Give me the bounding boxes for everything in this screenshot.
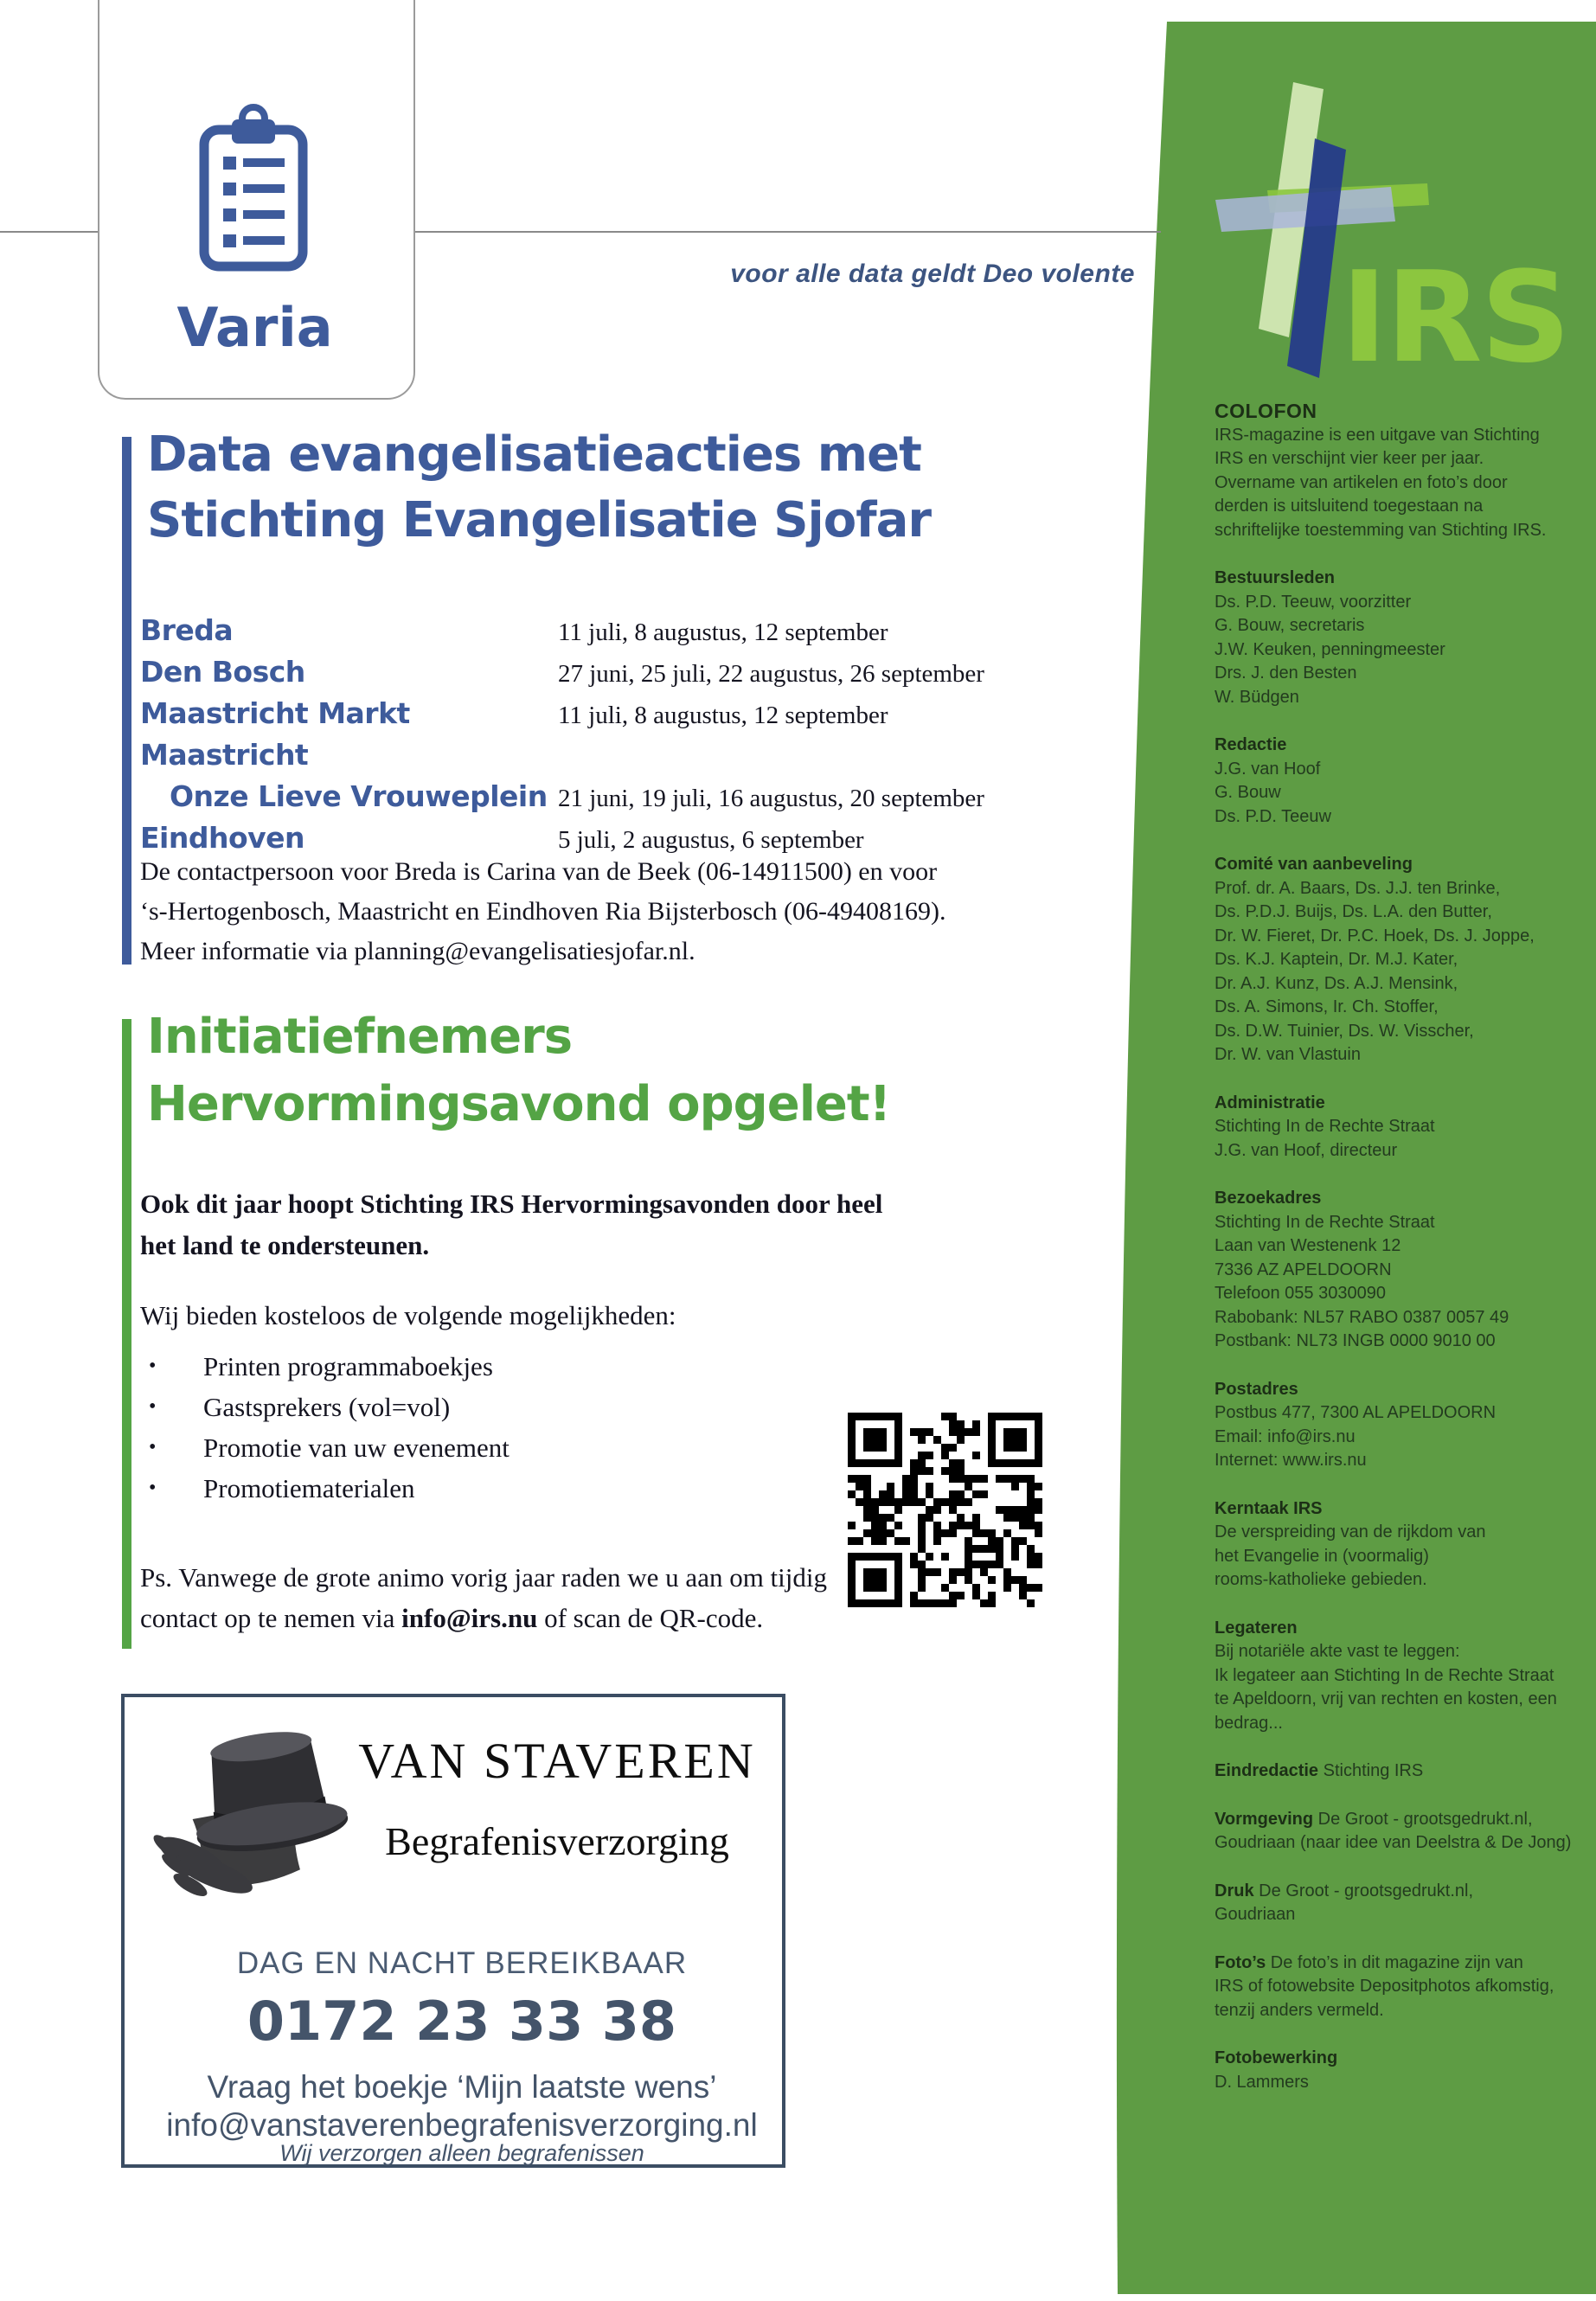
ps-line2-post: of scan de QR-code. (537, 1603, 764, 1633)
schedule-row (140, 730, 1135, 772)
sidebar-section-line: Telefoon 055 3030090 (1215, 1284, 1386, 1303)
sidebar-section-line: het Evangelie in (voormalig) (1215, 1546, 1429, 1566)
sidebar-section-heading: Administratie (1215, 1093, 1325, 1112)
schedule-city: Den Bosch (140, 655, 305, 689)
sidebar-section-heading: Comité van aanbeveling (1215, 855, 1413, 874)
sidebar-section-line: IRS-magazine is een uitgave van Stichting (1215, 425, 1540, 445)
sidebar-section-heading: Redactie (1215, 735, 1287, 754)
article1-title (147, 422, 931, 554)
sidebar-section-line: J.G. van Hoof (1215, 759, 1321, 779)
article2-title-line2: Hervormingsavond opgelet! (147, 1076, 891, 1132)
sidebar-section-line: Overname van artikelen en foto’s door (1215, 472, 1508, 492)
sidebar-section-line: Ds. K.J. Kaptein, Dr. M.J. Kater, (1215, 950, 1458, 969)
bullet-dot-icon: • (149, 1395, 157, 1418)
bullet-item (140, 1427, 510, 1468)
sidebar-section-line: Ds. A. Simons, Ir. Ch. Stoffer, (1215, 997, 1439, 1016)
article2-accent-bar (122, 1019, 131, 1649)
sidebar-section-line: De verspreiding van de rijkdom van (1215, 1522, 1486, 1541)
sidebar-section-heading: Foto’s (1215, 1952, 1266, 1972)
sidebar-section-line: IRS of fotowebsite Depositphotos afkomstig, (1215, 1977, 1554, 1996)
article1-accent-bar (122, 437, 131, 965)
sidebar-section (1215, 1952, 1592, 2023)
article2-title-line1: Initiatiefnemers (147, 1009, 573, 1065)
schedule-dates: 11 juli, 8 augustus, 12 september (558, 619, 888, 646)
offer-intro: Wij bieden kosteloos de volgende mogelijkheden: (140, 1300, 676, 1330)
schedule-dates: 11 juli, 8 augustus, 12 september (558, 702, 888, 729)
sidebar-section-line: Dr. W. Fieret, Dr. P.C. Hoek, Ds. J. Joppe, (1215, 926, 1535, 945)
schedule-row (140, 606, 1135, 647)
sidebar-section-heading: Druk (1215, 1881, 1254, 1900)
sidebar-section-heading: Kerntaak IRS (1215, 1498, 1323, 1518)
ad-phone-number: 0172 23 33 38 (247, 1990, 677, 2053)
bullet-text: Printen programmaboekjes (203, 1350, 493, 1381)
schedule-row (140, 772, 1135, 813)
sidebar-section-line: Dr. A.J. Kunz, Ds. A.J. Mensink, (1215, 973, 1458, 993)
sidebar-section-line: rooms-katholieke gebieden. (1215, 1570, 1427, 1589)
schedule-city: Onze Lieve Vrouweplein (170, 779, 548, 813)
schedule-row (140, 813, 1135, 855)
sidebar-section (1215, 1880, 1592, 1927)
sidebar-section-line: Ds. P.D. Teeuw (1215, 806, 1331, 826)
sidebar-section (1215, 1187, 1592, 1354)
bullet-text: Promotie van uw evenement (203, 1432, 510, 1463)
ps-paragraph (140, 1557, 827, 1638)
sidebar-section (1215, 400, 1592, 542)
sidebar-section-line: tenzij anders vermeld. (1215, 2000, 1384, 2020)
ad-booklet-line: Vraag het boekje ‘Mijn laatste wens’ (207, 2069, 717, 2105)
sidebar-section-heading: Legateren (1215, 1618, 1298, 1638)
sidebar-section-line: Prof. dr. A. Baars, Ds. J.J. ten Brinke, (1215, 878, 1501, 898)
colofon-panel (1215, 400, 1592, 2118)
schedule-list (140, 606, 1135, 855)
sidebar-section-line: Foto’s De foto’s in dit magazine zijn van (1215, 1952, 1523, 1972)
sidebar-section-line: Eindredactie Stichting IRS (1215, 1761, 1424, 1780)
sidebar-section-line: Rabobank: NL57 RABO 0387 0057 49 (1215, 1307, 1509, 1327)
sidebar-section-line: Postbank: NL73 INGB 0000 9010 00 (1215, 1331, 1496, 1350)
sidebar-section-line: G. Bouw, secretaris (1215, 616, 1365, 635)
bullet-text: Gastsprekers (vol=vol) (203, 1391, 451, 1422)
ad-subtitle: Begrafenisverzorging (385, 1819, 729, 1863)
sidebar-section-line: derden is uitsluitend toegestaan na (1215, 497, 1484, 516)
sidebar-section-line: Stichting In de Rechte Straat (1215, 1212, 1435, 1232)
ps-line1: Ps. Vanwege de grote animo vorig jaar raden we u aan om tijdig (140, 1562, 828, 1593)
schedule-row (140, 647, 1135, 689)
offer-bullet-list (140, 1346, 510, 1509)
sidebar-section-line: J.G. van Hoof, directeur (1215, 1140, 1398, 1160)
sidebar-section-heading: Eindredactie (1215, 1761, 1319, 1780)
sidebar-section-line: Goudriaan (1215, 1905, 1296, 1924)
ps-line2 (140, 1598, 827, 1638)
bullet-item (140, 1468, 510, 1509)
sidebar-section-heading: Bestuursleden (1215, 568, 1335, 587)
ps-line2-pre: contact op te nemen via (140, 1603, 402, 1633)
irs-logo-text: IRS (1341, 245, 1570, 391)
clipboard-icon (197, 102, 310, 272)
ad-company-name: VAN STAVEREN (358, 1733, 756, 1789)
sidebar-section (1215, 1617, 1592, 1736)
sidebar-section-line: G. Bouw (1215, 783, 1281, 802)
intro-line: het land te ondersteunen. (140, 1230, 430, 1260)
varia-label: Varia (176, 296, 333, 359)
van-staveren-ad (121, 1694, 785, 2168)
qr-code-image (848, 1413, 1042, 1607)
irs-logo-icon (1185, 56, 1592, 402)
schedule-city: Eindhoven (140, 821, 305, 855)
bullet-dot-icon: • (149, 1355, 157, 1377)
sidebar-section-line: 7336 AZ APELDOORN (1215, 1259, 1392, 1279)
sidebar-section-heading: Fotobewerking (1215, 2048, 1338, 2067)
top-hat-icon (140, 1716, 356, 1902)
article2-intro (140, 1183, 882, 1266)
contact-line: ‘s-Hertogenbosch, Maastricht en Eindhoven Ria Bijsterbosch (06-49408169). (140, 897, 946, 926)
ad-email: info@vanstaverenbegrafenisverzorging.nl (166, 2107, 758, 2143)
sidebar-section-line: D. Lammers (1215, 2072, 1309, 2092)
motto-text: voor alle data geldt Deo volente (730, 260, 1135, 288)
sidebar-section-line: Email: info@irs.nu (1215, 1426, 1356, 1446)
sidebar-section-line: Goudriaan (naar idee van Deelstra & De Jong) (1215, 1833, 1572, 1852)
sidebar-section-heading: Bezoekadres (1215, 1189, 1322, 1208)
sidebar-section (1215, 734, 1592, 829)
contact-line: De contactpersoon voor Breda is Carina van de Beek (06-14911500) en voor (140, 857, 938, 886)
schedule-dates: 21 juni, 19 juli, 16 augustus, 20 september (558, 785, 984, 812)
schedule-dates: 27 juni, 25 juli, 22 augustus, 26 september (558, 660, 984, 688)
sidebar-section-line: Bij notariële akte vast te leggen: (1215, 1642, 1460, 1661)
sidebar-section-line: W. Büdgen (1215, 687, 1299, 707)
ad-availability: DAG EN NACHT BEREIKBAAR (236, 1946, 688, 1980)
article2-title (147, 1003, 890, 1138)
intro-line: Ook dit jaar hoopt Stichting IRS Hervormingsavonden door heel (140, 1189, 883, 1219)
bullet-item (140, 1346, 510, 1387)
sidebar-section-line: Laan van Westenenk 12 (1215, 1236, 1401, 1255)
sidebar-section-line: IRS en verschijnt vier keer per jaar. (1215, 449, 1484, 468)
bullet-dot-icon: • (149, 1477, 157, 1499)
sidebar-section (1215, 853, 1592, 1067)
sidebar-section-line: J.W. Keuken, penningmeester (1215, 639, 1445, 659)
bullet-text: Promotiematerialen (203, 1472, 415, 1503)
schedule-row (140, 689, 1135, 730)
sidebar-section-heading: COLOFON (1215, 400, 1317, 422)
schedule-city: Maastricht (140, 738, 309, 772)
schedule-city: Breda (140, 613, 234, 647)
ps-email: info@irs.nu (401, 1603, 538, 1633)
sidebar-section-heading: Vormgeving (1215, 1809, 1314, 1829)
sidebar-section-line: Druk De Groot - grootsgedrukt.nl, (1215, 1881, 1474, 1900)
sidebar-section-line: Vormgeving De Groot - grootsgedrukt.nl, (1215, 1809, 1533, 1829)
sidebar-section-line: Ds. D.W. Tuinier, Ds. W. Visscher, (1215, 1021, 1474, 1041)
article1-title-line1: Data evangelisatieacties met (147, 426, 921, 483)
contact-paragraph (140, 852, 945, 971)
sidebar-section (1215, 2047, 1592, 2094)
sidebar-section (1215, 1808, 1592, 1856)
sidebar-section-line: Ik legateer aan Stichting In de Rechte Straat (1215, 1665, 1554, 1685)
sidebar-section (1215, 1378, 1592, 1473)
sidebar-section (1215, 1759, 1592, 1784)
contact-line: Meer informatie via planning@evangelisatiesjofar.nl. (140, 937, 695, 965)
sidebar-section-line: Drs. J. den Besten (1215, 663, 1357, 683)
bullet-dot-icon: • (149, 1436, 157, 1458)
sidebar-section-line: te Apeldoorn, vrij van rechten en kosten, een (1215, 1689, 1557, 1708)
sidebar-section-heading: Postadres (1215, 1379, 1298, 1399)
bullet-item (140, 1387, 510, 1427)
sidebar-section-line: Dr. W. van Vlastuin (1215, 1045, 1361, 1064)
article1-title-line2: Stichting Evangelisatie Sjofar (147, 492, 931, 548)
sidebar-section (1215, 1497, 1592, 1593)
sidebar-section-line: Postbus 477, 7300 AL APELDOORN (1215, 1403, 1497, 1422)
sidebar-section (1215, 1092, 1592, 1163)
sidebar-section (1215, 567, 1592, 709)
schedule-dates: 5 juli, 2 augustus, 6 september (558, 826, 864, 854)
sidebar-section-line: schriftelijke toestemming van Stichting IRS. (1215, 520, 1547, 540)
sidebar-section-line: Ds. P.D.J. Buijs, Ds. L.A. den Butter, (1215, 902, 1492, 921)
sidebar-section-line: bedrag... (1215, 1713, 1283, 1733)
schedule-city: Maastricht Markt (140, 696, 410, 730)
sidebar-section-line: Ds. P.D. Teeuw, voorzitter (1215, 592, 1412, 612)
sidebar-section-line: Internet: www.irs.nu (1215, 1451, 1367, 1470)
sidebar-section-line: Stichting In de Rechte Straat (1215, 1117, 1435, 1136)
ad-footnote: Wij verzorgen alleen begrafenissen (279, 2140, 644, 2166)
